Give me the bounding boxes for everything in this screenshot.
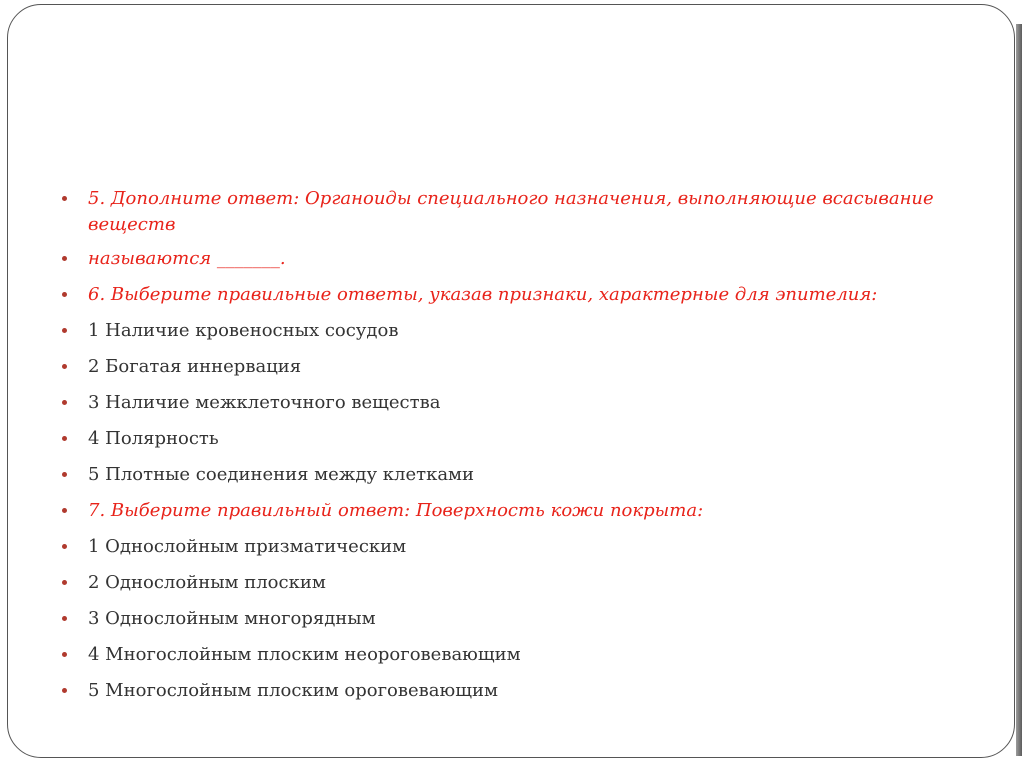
q6-option-3 xyxy=(60,390,960,416)
bullet-dot-icon xyxy=(62,508,67,513)
q7-option-1 xyxy=(60,534,960,560)
q6-option-2 xyxy=(60,354,960,380)
bullet-dot-icon xyxy=(62,580,67,585)
item-text: 3 Однослойным многорядным xyxy=(88,608,376,629)
q6-option-1 xyxy=(60,318,960,344)
q7-option-2 xyxy=(60,570,960,596)
q6-option-5 xyxy=(60,462,960,488)
bullet-dot-icon xyxy=(62,472,67,477)
bullet-dot-icon xyxy=(62,328,67,333)
bullet-dot-icon xyxy=(62,292,67,297)
bullet-dot-icon xyxy=(62,652,67,657)
bullet-dot-icon xyxy=(62,256,67,261)
question-6-text xyxy=(60,282,960,308)
bullet-dot-icon xyxy=(62,616,67,621)
question-5-continuation xyxy=(60,246,960,272)
bullet-dot-icon xyxy=(62,400,67,405)
item-text: 5. Дополните ответ: Органоиды специального назначения, выполняющие всасывание веществ xyxy=(88,188,934,235)
item-text: 5 Многослойным плоским ороговевающим xyxy=(88,680,498,701)
item-text: называются _______. xyxy=(88,248,286,269)
item-text: 1 Однослойным призматическим xyxy=(88,536,407,557)
item-text: 4 Полярность xyxy=(88,428,219,449)
q7-option-4 xyxy=(60,642,960,668)
bullet-dot-icon xyxy=(62,436,67,441)
item-text: 5 Плотные соединения между клетками xyxy=(88,464,475,485)
q7-option-5 xyxy=(60,678,960,704)
content-list xyxy=(60,186,960,714)
item-text: 4 Многослойным плоским неороговевающим xyxy=(88,644,521,665)
bullet-dot-icon xyxy=(62,364,67,369)
bullet-dot-icon xyxy=(62,196,67,201)
q6-option-4 xyxy=(60,426,960,452)
bullet-dot-icon xyxy=(62,688,67,693)
question-5-text xyxy=(60,186,960,238)
item-text: 1 Наличие кровеносных сосудов xyxy=(88,320,399,341)
q7-option-3 xyxy=(60,606,960,632)
item-text: 2 Однослойным плоским xyxy=(88,572,326,593)
bullet-dot-icon xyxy=(62,544,67,549)
question-7-text xyxy=(60,498,960,524)
item-text: 7. Выберите правильный ответ: Поверхность кожи покрыта: xyxy=(88,500,704,521)
slide-shadow xyxy=(1016,24,1022,756)
item-text: 3 Наличие межклеточного вещества xyxy=(88,392,441,413)
item-text: 2 Богатая иннервация xyxy=(88,356,302,377)
item-text: 6. Выберите правильные ответы, указав признаки, характерные для эпителия: xyxy=(88,284,878,305)
